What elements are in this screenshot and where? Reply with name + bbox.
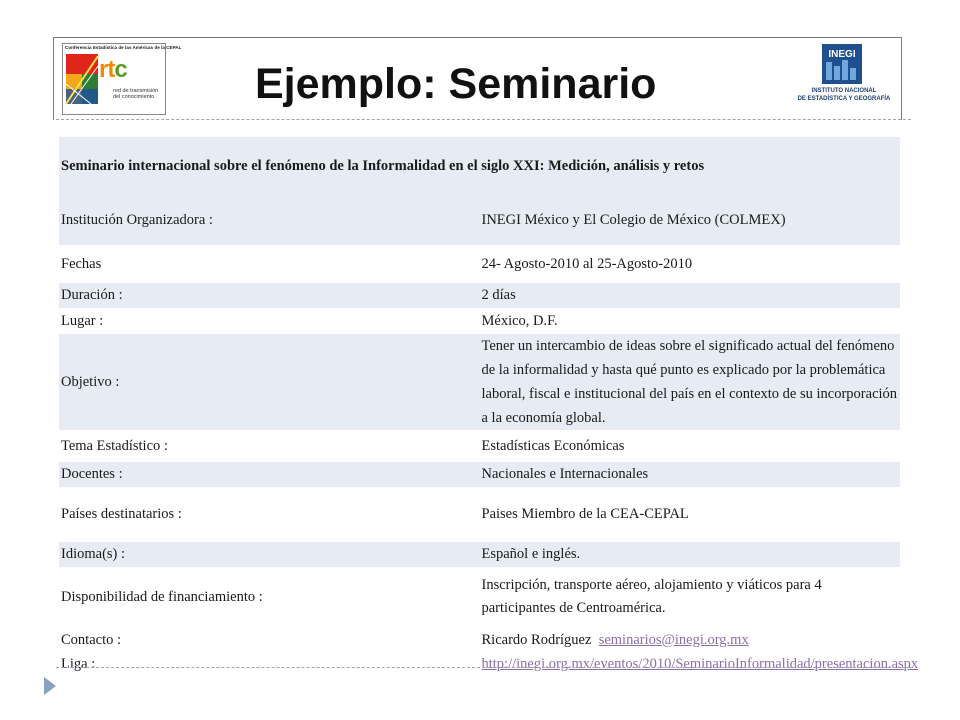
- row-value: Estadísticas Económicas: [481, 437, 625, 454]
- inegi-logo-line2: DE ESTADÍSTICA Y GEOGRAFÍA: [797, 96, 891, 102]
- row-value: [480, 627, 901, 653]
- row-label: Institución Organizadora :: [59, 195, 480, 245]
- row-label: Países destinatarios :: [61, 506, 182, 522]
- inegi-logo-line1: INSTITUTO NACIONAL: [811, 88, 877, 94]
- seminar-info-table: [59, 137, 919, 676]
- row-label: Lugar :: [61, 312, 104, 329]
- row-value: Español e inglés.: [480, 542, 901, 567]
- cepal-logo-topline: Conferencia Estadística de las Américas de la CEPAL: [65, 45, 182, 50]
- table-row: [59, 245, 900, 283]
- row-value: [480, 653, 919, 676]
- row-label: Liga :: [61, 656, 96, 672]
- rtc-logo-letter-t: t: [107, 56, 115, 83]
- row-value: Inscripción, transporte aéreo, alojamiento y viáticos para 4 participantes de Centroamérica.: [481, 577, 822, 616]
- row-value: Tener un intercambio de ideas sobre el significado actual del fenómeno de la informalidad y hasta qué punto es explicado por la problemática laboral, fiscal e institucional del país en el contexto de su incorporación a la economía global.: [480, 334, 901, 430]
- table-row: [59, 567, 900, 627]
- inegi-logo-mark: INEGI: [828, 49, 856, 60]
- row-value: Nacionales e Internacionales: [480, 462, 901, 487]
- row-value: 2 días: [480, 283, 901, 308]
- rtc-logo-mark: [99, 56, 127, 84]
- table-row: [59, 653, 900, 676]
- top-divider: [56, 119, 911, 120]
- row-label: Disponibilidad de financiamiento :: [61, 588, 263, 605]
- rtc-logo-letter-c: c: [114, 56, 127, 83]
- row-value: Paises Miembro de la CEA-CEPAL: [481, 506, 689, 522]
- row-label: Tema Estadístico :: [61, 437, 168, 454]
- row-label: Contacto :: [61, 631, 122, 648]
- table-row: [59, 627, 900, 653]
- table-row: [59, 487, 900, 542]
- cepal-rtc-logo: [62, 43, 182, 115]
- bottom-divider: [56, 667, 911, 668]
- page-title: Ejemplo: Seminario: [255, 60, 657, 108]
- rtc-logo-letter-r: r: [99, 56, 108, 83]
- table-row: [59, 283, 900, 308]
- row-label: Duración :: [59, 283, 480, 308]
- table-row: [59, 334, 900, 430]
- inegi-logo: [792, 44, 896, 116]
- row-value: México, D.F.: [481, 312, 558, 329]
- table-row: [59, 462, 900, 487]
- bullet-arrow-icon: [44, 677, 56, 695]
- table-row: [59, 430, 900, 462]
- contact-email-link[interactable]: seminarios@inegi.org.mx: [598, 631, 749, 648]
- contact-name: Ricardo Rodríguez: [481, 631, 592, 648]
- table-heading-row: [59, 137, 900, 195]
- row-label: Objetivo :: [59, 334, 480, 430]
- table-row: [59, 308, 900, 334]
- row-value: INEGI México y El Colegio de México (COLMEX): [480, 195, 901, 245]
- row-label: Docentes :: [59, 462, 480, 487]
- table-row: [59, 195, 900, 245]
- table-row: [59, 542, 900, 567]
- seminar-heading: Seminario internacional sobre el fenómeno de la Informalidad en el siglo XXI: Medición, análisis y retos: [59, 137, 900, 195]
- row-label: Idioma(s) :: [59, 542, 480, 567]
- row-label: Fechas: [61, 255, 102, 272]
- rtc-logo-subtitle: red de transmisión del conocimiento: [113, 88, 159, 100]
- seminar-url-link[interactable]: http://inegi.org.mx/eventos/2010/SeminarioInformalidad/presentacion.aspx: [481, 656, 919, 672]
- row-value: 24- Agosto-2010 al 25-Agosto-2010: [481, 255, 693, 272]
